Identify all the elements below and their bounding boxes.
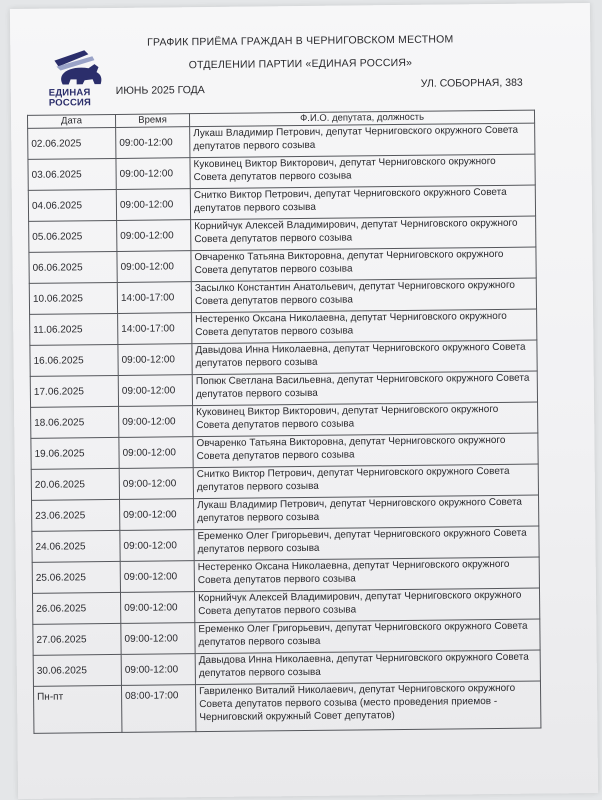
cell-deputy: Засылко Константин Анатольевич, депутат Черниговского окружного Совета депутатов первого созыва <box>191 278 536 313</box>
cell-time: 09:00-12:00 <box>120 561 194 593</box>
cell-deputy: Корнийчук Алексей Владимирович, депутат Черниговского окружного Совета депутатов первого созыва <box>194 588 539 623</box>
cell-deputy: Нестеренко Оксана Николаевна, депутат Черниговского окружного Совета депутатов первого созыва <box>192 309 537 344</box>
document-title-line2: ОТДЕЛЕНИИ ПАРТИИ «ЕДИНАЯ РОССИЯ» <box>188 56 413 72</box>
party-logo <box>48 44 113 111</box>
cell-deputy: Давыдова Инна Николаевна, депутат Черниговского окружного Совета депутатов первого созыва <box>192 340 537 375</box>
cell-deputy: Снитко Виктор Петрович, депутат Черниговского окружного Совета депутатов первого созыва <box>190 185 535 220</box>
cell-deputy: Куковинец Виктор Викторович, депутат Черниговского окружного Совета депутатов первого созыва <box>190 154 535 189</box>
cell-deputy: Нестеренко Оксана Николаевна, депутат Черниговского окружного Совета депутатов первого созыва <box>194 557 539 592</box>
cell-deputy: Давыдова Инна Николаевна, депутат Черниговского окружного Совета депутатов первого созыва <box>195 650 540 685</box>
cell-time: 09:00-12:00 <box>116 127 190 159</box>
cell-time: 09:00-12:00 <box>117 220 191 252</box>
logo-text-line1: ЕДИНАЯ <box>48 87 91 99</box>
column-header-time: Время <box>115 114 189 128</box>
cell-date: 05.06.2025 <box>29 220 117 252</box>
logo-wordmark <box>49 88 113 109</box>
cell-date: 02.06.2025 <box>28 127 116 159</box>
cell-time: 09:00-12:00 <box>121 623 195 655</box>
cell-time: 09:00-12:00 <box>119 406 193 438</box>
schedule-month: ИЮНЬ 2025 ГОДА <box>115 84 205 97</box>
document-sheet <box>10 3 598 799</box>
cell-deputy: Еременко Олег Григорьевич, депутат Черниговского окружного Совета депутатов первого созыва <box>195 619 540 654</box>
cell-time: 09:00-12:00 <box>118 375 192 407</box>
cell-date: 26.06.2025 <box>32 592 120 624</box>
cell-deputy: Снитко Виктор Петрович, депутат Черниговского окружного Совета депутатов первого созыва <box>193 464 538 499</box>
cell-date: 18.06.2025 <box>31 406 119 438</box>
cell-time: 14:00-17:00 <box>118 313 192 345</box>
table-row <box>33 681 540 733</box>
cell-date: 23.06.2025 <box>32 499 120 531</box>
cell-deputy: Еременко Олег Григорьевич, депутат Черниговского окружного Совета депутатов первого созыва <box>194 526 539 561</box>
schedule-table <box>27 110 541 734</box>
cell-time: 09:00-12:00 <box>120 592 194 624</box>
cell-time: 09:00-12:00 <box>117 251 191 283</box>
cell-time: 09:00-12:00 <box>120 530 194 562</box>
cell-date: 11.06.2025 <box>30 313 118 345</box>
cell-time: 08:00-17:00 <box>121 685 195 733</box>
document-title-line1: ГРАФИК ПРИЁМА ГРАЖДАН В ЧЕРНИГОВСКОМ МЕСТНОМ <box>146 33 454 49</box>
bear-party-logo-icon <box>48 44 112 87</box>
cell-date: 19.06.2025 <box>31 437 119 469</box>
cell-deputy: Лукаш Владимир Петрович, депутат Черниговского окружного Совета депутатов первого созыва <box>190 123 535 158</box>
cell-deputy: Куковинец Виктор Викторович, депутат Черниговского окружного Совета депутатов первого созыва <box>193 402 538 437</box>
cell-date: 25.06.2025 <box>32 561 120 593</box>
cell-date: 03.06.2025 <box>28 158 116 190</box>
cell-date: 17.06.2025 <box>30 375 118 407</box>
cell-date: 30.06.2025 <box>33 654 121 686</box>
cell-date: Пн-пт <box>33 685 121 733</box>
cell-time: 09:00-12:00 <box>116 158 190 190</box>
cell-time: 09:00-12:00 <box>116 189 190 221</box>
cell-date: 20.06.2025 <box>31 468 119 500</box>
cell-deputy: Лукаш Владимир Петрович, депутат Черниговского окружного Совета депутатов первого созыва <box>194 495 539 530</box>
cell-time: 09:00-12:00 <box>119 468 193 500</box>
cell-deputy: Попюк Светлана Васильевна, депутат Черниговского окружного Совета депутатов первого созыва <box>192 371 537 406</box>
cell-date: 04.06.2025 <box>28 189 116 221</box>
cell-time: 09:00-12:00 <box>121 654 195 686</box>
cell-date: 27.06.2025 <box>33 623 121 655</box>
cell-deputy: Корнийчук Алексей Владимирович, депутат Черниговского окружного Совета депутатов первого созыва <box>191 216 536 251</box>
cell-time: 09:00-12:00 <box>118 344 192 376</box>
logo-text-line2: РОССИЯ <box>48 97 92 109</box>
cell-time: 14:00-17:00 <box>117 282 191 314</box>
cell-deputy: Овчаренко Татьяна Викторовна, депутат Черниговского окружного Совета депутатов первого созыва <box>193 433 538 468</box>
cell-time: 09:00-12:00 <box>120 499 194 531</box>
cell-deputy: Гавриленко Виталий Николаевич, депутат Черниговского окружного Совета депутатов первого созыва (место проведения приемов - Черниговский окружный Совет депутатов) <box>195 681 540 732</box>
column-header-deputy: Ф.И.О. депутата, должность <box>189 110 534 127</box>
cell-date: 10.06.2025 <box>29 282 117 314</box>
cell-date: 06.06.2025 <box>29 251 117 283</box>
office-address: УЛ. СОБОРНАЯ, 383 <box>420 76 523 90</box>
column-header-date: Дата <box>27 114 115 128</box>
cell-date: 24.06.2025 <box>32 530 120 562</box>
cell-date: 16.06.2025 <box>30 344 118 376</box>
cell-time: 09:00-12:00 <box>119 437 193 469</box>
cell-deputy: Овчаренко Татьяна Викторовна, депутат Черниговского окружного Совета депутатов первого созыва <box>191 247 536 282</box>
